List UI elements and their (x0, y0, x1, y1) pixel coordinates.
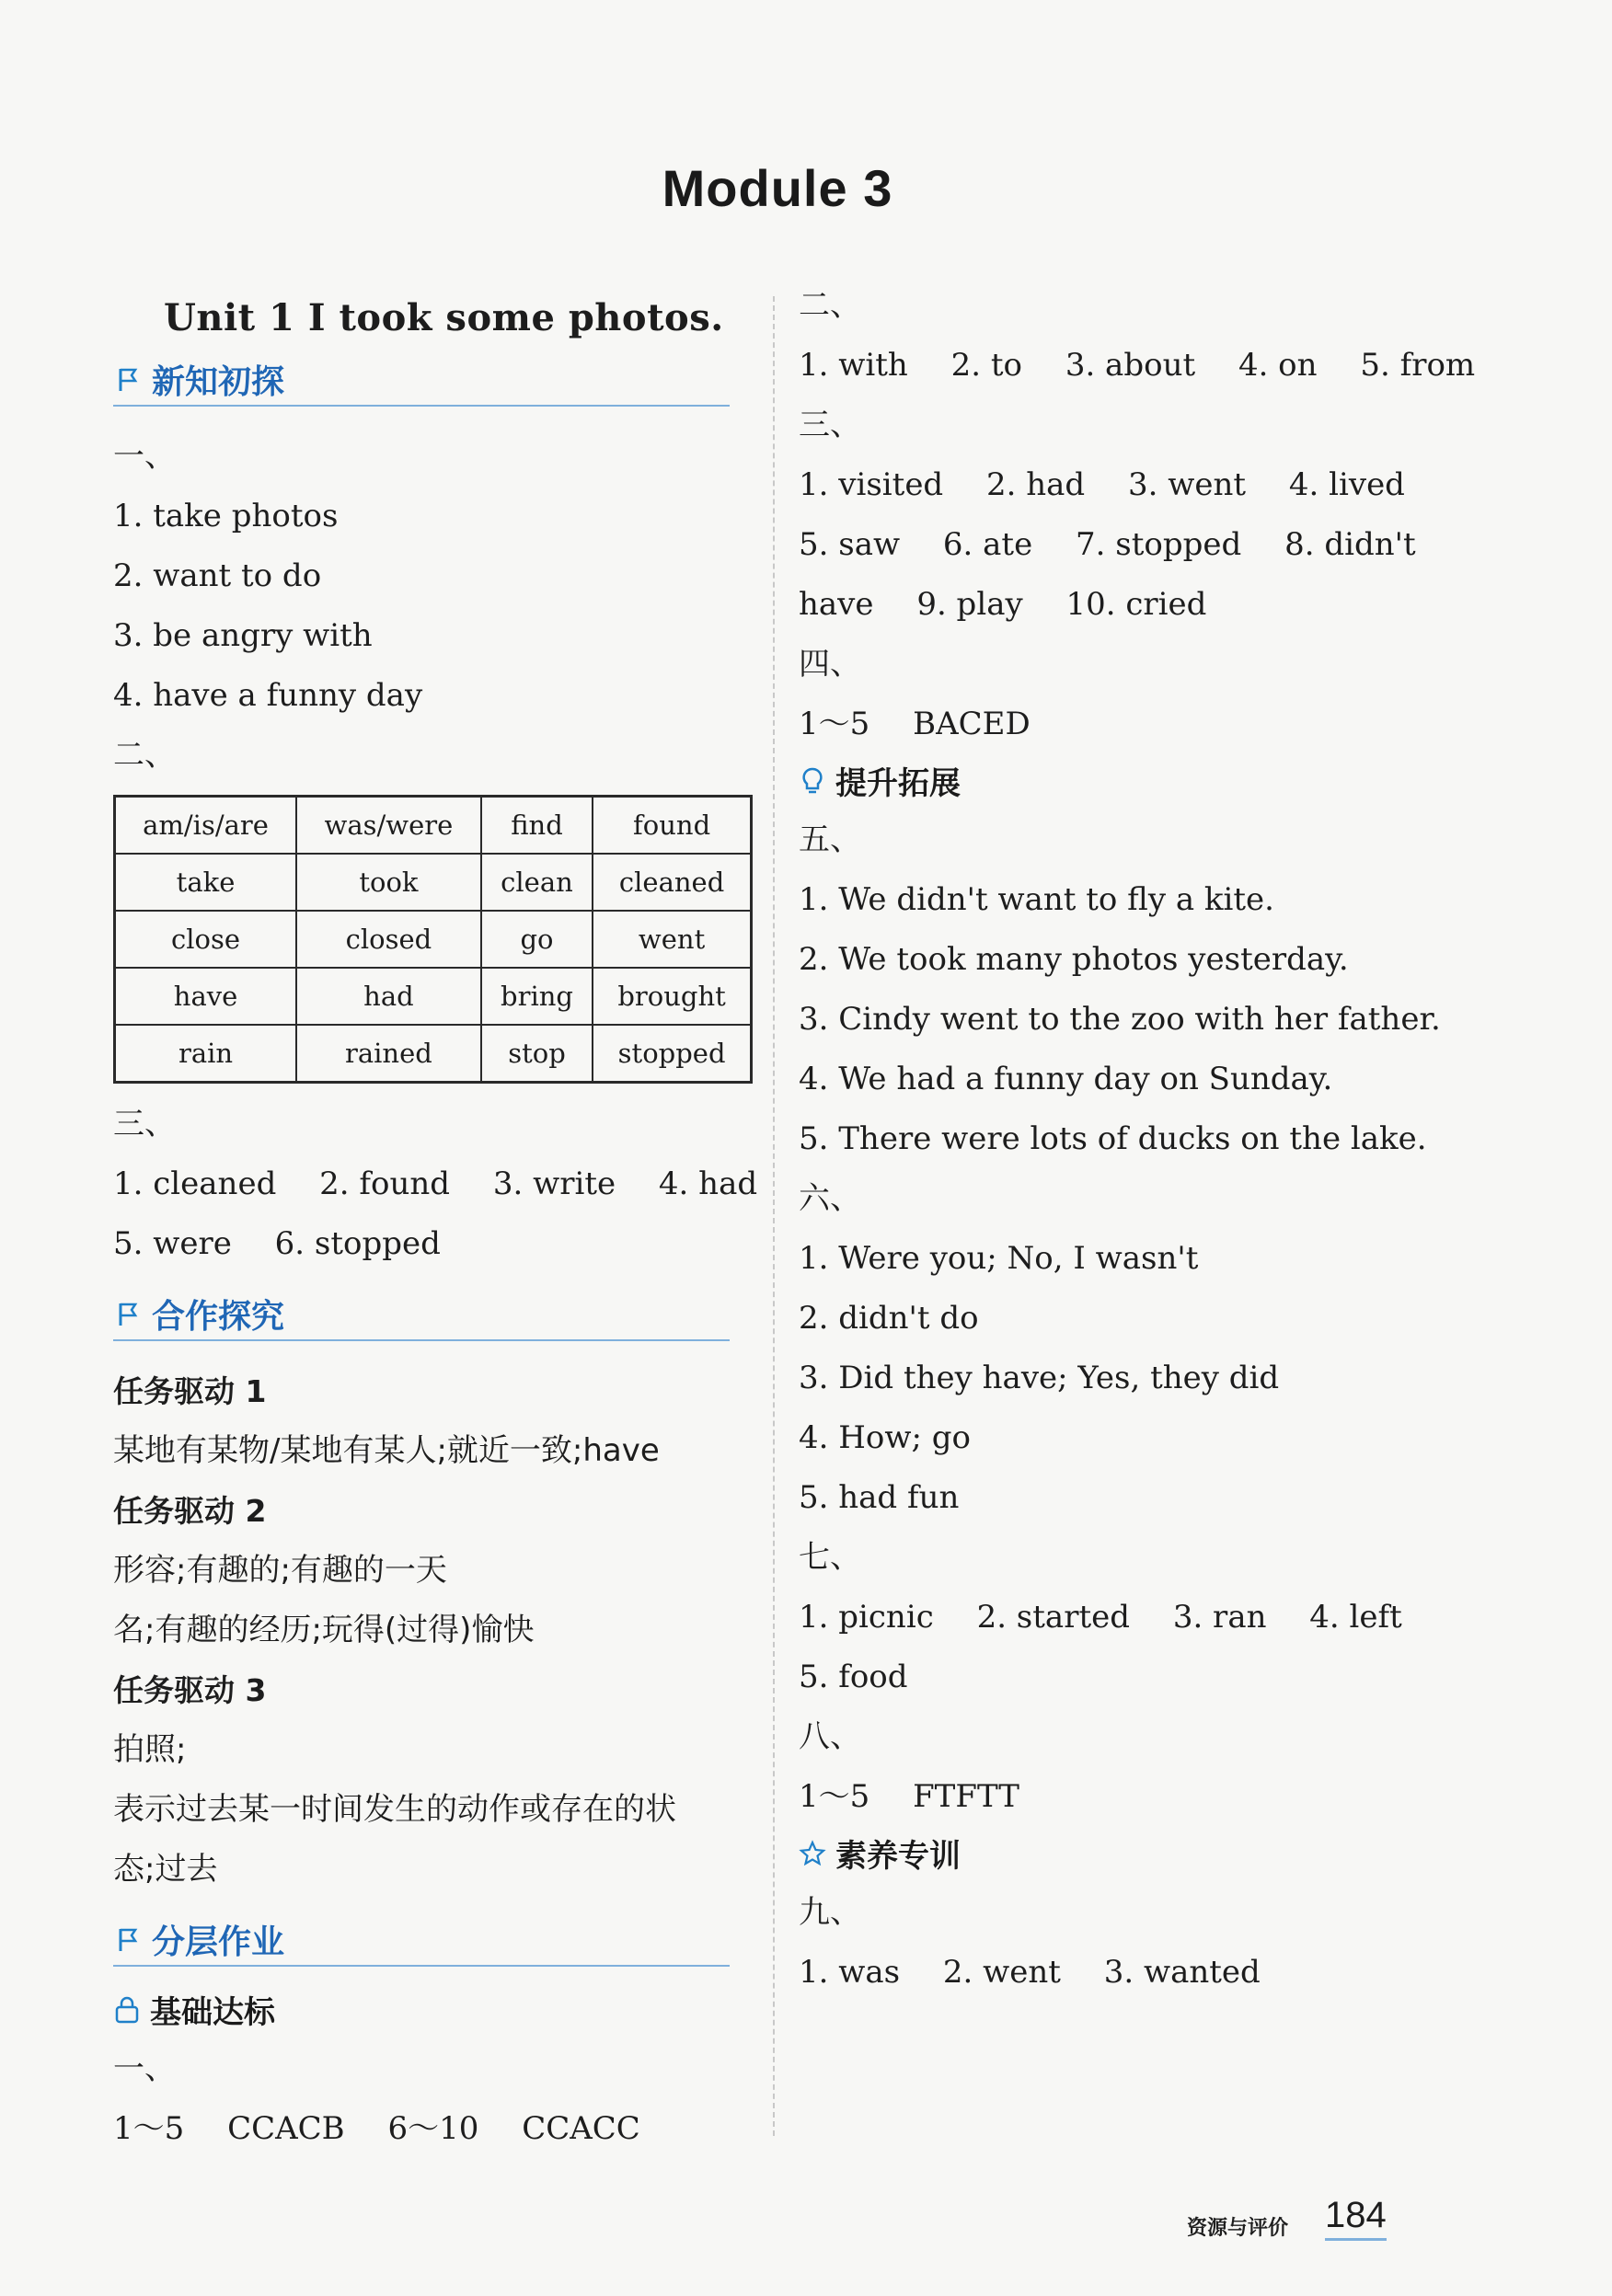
page-footer (1187, 2195, 1387, 2241)
answer-line: 3. be angry with (113, 617, 373, 654)
table-cell: rain (115, 1025, 297, 1083)
table-cell: stop (481, 1025, 593, 1083)
answer-line: 1. picnic 2. started 3. ran 4. left (799, 1599, 1402, 1636)
bulb-icon (799, 766, 826, 796)
question-head: 三、 (113, 1106, 176, 1142)
answer-line: 5. were 6. stopped (113, 1225, 441, 1262)
table-cell: had (296, 968, 481, 1025)
section-fenceng: 分层作业 (113, 1916, 730, 1967)
answer-line: 1. Were you; No, I wasn't (799, 1240, 1199, 1277)
table-cell: closed (296, 911, 481, 968)
answer-line: 5. saw 6. ate 7. stopped 8. didn't (799, 526, 1416, 563)
question-head: 三、 (799, 407, 861, 443)
question-head: 一、 (113, 438, 176, 475)
answer-line: 1. We didn't want to fly a kite. (799, 881, 1274, 918)
answer-line: 1～5 BACED (799, 706, 1031, 742)
table-cell: bring (481, 968, 593, 1025)
table-cell: clean (481, 854, 593, 911)
table-cell: close (115, 911, 297, 968)
table-cell: am/is/are (115, 797, 297, 855)
answer-line: 1. was 2. went 3. wanted (799, 1954, 1261, 1991)
answer-line: 5. There were lots of ducks on the lake. (799, 1120, 1427, 1157)
answer-line: 4. have a funny day (113, 677, 423, 714)
table-cell: cleaned (593, 854, 751, 911)
table-cell: went (593, 911, 751, 968)
answer-line: 2. We took many photos yesterday. (799, 941, 1349, 978)
flag-icon (113, 364, 144, 396)
table-cell: go (481, 911, 593, 968)
star-icon (799, 1840, 826, 1867)
table-cell: have (115, 968, 297, 1025)
answer-line: 表示过去某一时间发生的动作或存在的状 (113, 1791, 676, 1828)
table-row (115, 911, 752, 968)
answer-line: 3. Did they have; Yes, they did (799, 1360, 1280, 1396)
answer-line: 1. visited 2. had 3. went 4. lived (799, 466, 1405, 503)
column-divider (773, 296, 775, 2136)
answer-line: 5. had fun (799, 1479, 960, 1516)
lock-icon (113, 1996, 141, 2024)
question-head: 二、 (799, 287, 861, 324)
task-title: 任务驱动 1 (113, 1373, 267, 1409)
answer-line: 2. want to do (113, 557, 322, 594)
question-head: 七、 (799, 1539, 861, 1576)
table-cell: find (481, 797, 593, 855)
table-row (115, 1025, 752, 1083)
question-head: 四、 (799, 646, 861, 683)
table-row (115, 968, 752, 1025)
answer-line: 拍照; (113, 1731, 187, 1768)
question-head: 八、 (799, 1718, 861, 1755)
right-column (799, 276, 1476, 2003)
sub-jichu: 基础达标 (113, 1987, 748, 2032)
table-cell: was/were (296, 797, 481, 855)
module-title: Module 3 (662, 159, 893, 217)
answer-line: 1. cleaned 2. found 3. write 4. had (113, 1165, 758, 1202)
answer-line: 形容;有趣的;有趣的一天 (113, 1552, 447, 1589)
answer-line: have 9. play 10. cried (799, 586, 1207, 623)
question-head: 一、 (113, 2050, 176, 2087)
question-head: 二、 (113, 737, 176, 774)
answer-line: 某地有某物/某地有某人;就近一致;have (113, 1432, 660, 1469)
table-cell: brought (593, 968, 751, 1025)
sub-suyang: 素养专训 (799, 1831, 1461, 1876)
section-xinzhi: 新知初探 (113, 356, 730, 407)
question-head: 九、 (799, 1894, 861, 1931)
answer-line: 名;有趣的经历;玩得(过得)愉快 (113, 1612, 535, 1648)
section-hezuo: 合作探究 (113, 1291, 730, 1341)
table-row (115, 797, 752, 855)
table-row (115, 854, 752, 911)
left-column (113, 276, 758, 2159)
page-number: 184 (1325, 2195, 1387, 2241)
answer-line: 1～5 CCACB 6～10 CCACC (113, 2110, 640, 2147)
sub-tisheng: 提升拓展 (799, 758, 1461, 803)
table-cell: found (593, 797, 751, 855)
answer-line: 2. didn't do (799, 1300, 979, 1337)
verb-forms-table (113, 795, 753, 1084)
table-cell: take (115, 854, 297, 911)
answer-line: 1. take photos (113, 498, 339, 534)
answer-line: 5. food (799, 1659, 908, 1695)
task-title: 任务驱动 3 (113, 1672, 267, 1708)
answer-line: 1. with 2. to 3. about 4. on 5. from (799, 347, 1476, 384)
table-cell: rained (296, 1025, 481, 1083)
question-head: 五、 (799, 821, 861, 858)
answer-line: 4. How; go (799, 1419, 971, 1456)
footer-label: 资源与评价 (1187, 2217, 1289, 2240)
table-cell: stopped (593, 1025, 751, 1083)
answer-line: 4. We had a funny day on Sunday. (799, 1061, 1333, 1097)
answer-line: 1～5 FTFTT (799, 1778, 1019, 1815)
question-head: 六、 (799, 1180, 861, 1217)
table-cell: took (296, 854, 481, 911)
answer-line: 3. Cindy went to the zoo with her father. (799, 1001, 1441, 1038)
flag-icon (113, 1299, 144, 1330)
unit-title: Unit 1 I took some photos. (164, 296, 724, 339)
answer-line: 态;过去 (113, 1851, 218, 1888)
task-title: 任务驱动 2 (113, 1493, 267, 1529)
flag-icon (113, 1924, 144, 1956)
